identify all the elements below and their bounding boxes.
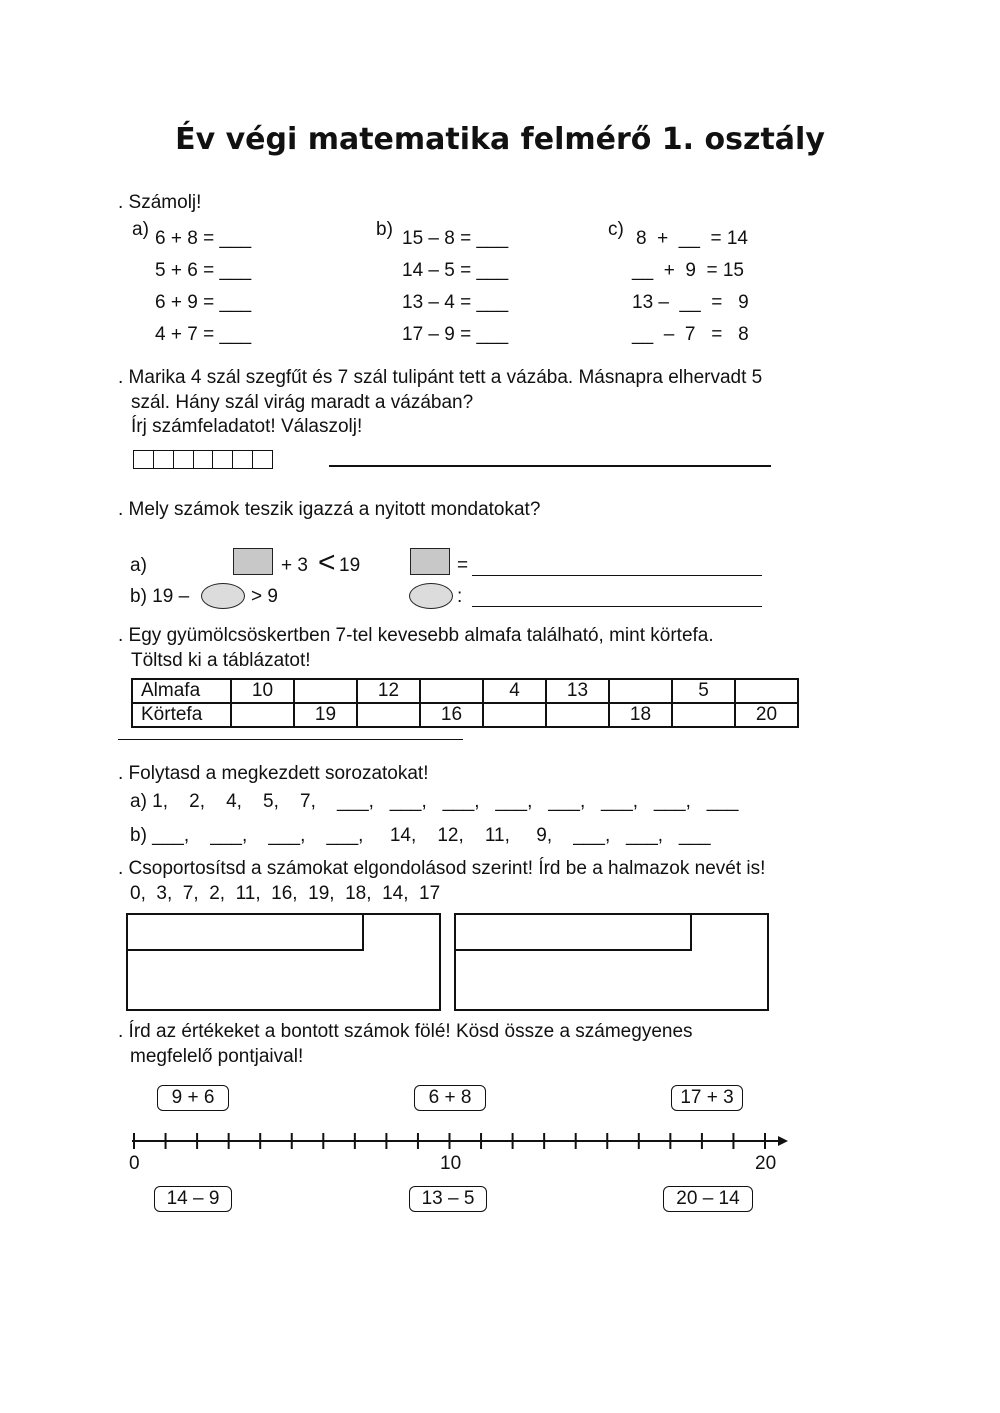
task1-c-row[interactable]: __ – 7 = 8 [632, 324, 749, 345]
table-row [132, 703, 798, 727]
set-name-label-right[interactable] [456, 915, 692, 951]
task4-text: . Egy gyümölcsöskertben 7-tel kevesebb almafa található, mint körtefa. [118, 625, 714, 646]
task1-b-row[interactable]: 13 – 4 = ___ [402, 292, 509, 313]
arrow-icon [778, 1136, 788, 1146]
set-box-left[interactable] [126, 913, 441, 1011]
table-row-header: Almafa [132, 679, 231, 703]
task1-col-c-label: c) [608, 219, 624, 240]
task1-b-row[interactable]: 15 – 8 = ___ [402, 228, 509, 249]
table-cell[interactable]: 19 [294, 703, 357, 727]
expression-chip[interactable]: 13 – 5 [409, 1186, 487, 1212]
task2-answer-grid[interactable] [133, 450, 273, 469]
task3-a-answer-line[interactable] [472, 575, 762, 576]
task1-col-a-label: a) [132, 219, 149, 240]
task1-col-b-label: b) [376, 219, 393, 240]
task4-text: Töltsd ki a táblázatot! [131, 650, 311, 671]
oval-placeholder-icon [409, 583, 453, 609]
task3-b-answer-line[interactable] [472, 606, 762, 607]
table-cell[interactable] [609, 679, 672, 703]
axis-label: 0 [129, 1153, 140, 1174]
square-placeholder-icon [410, 548, 450, 575]
task3-b-right: > 9 [251, 586, 278, 607]
task3-a-label: a) [130, 555, 147, 576]
table-cell[interactable] [483, 703, 546, 727]
square-placeholder-icon[interactable] [233, 548, 273, 575]
task3-a-expr: + 3 [281, 555, 308, 576]
table-cell[interactable]: 13 [546, 679, 609, 703]
expression-chip[interactable]: 9 + 6 [157, 1085, 229, 1111]
table-cell[interactable] [357, 703, 420, 727]
task3-b-answer: : [457, 586, 463, 607]
table-cell[interactable]: 12 [357, 679, 420, 703]
table-cell[interactable]: 16 [420, 703, 483, 727]
task1-a-row[interactable]: 4 + 7 = ___ [155, 324, 252, 345]
table-cell[interactable]: 20 [735, 703, 798, 727]
task3-a-num: 19 [339, 555, 361, 576]
table-cell[interactable] [735, 679, 798, 703]
set-name-label-left[interactable] [128, 915, 364, 951]
task2-text: Írj számfeladatot! Válaszolj! [131, 416, 363, 437]
task1-c-row[interactable]: 8 + __ = 14 [636, 228, 748, 249]
task1-a-row[interactable]: 5 + 6 = ___ [155, 260, 252, 281]
table-row [132, 679, 798, 703]
task7-text: megfelelő pontjaival! [130, 1046, 304, 1067]
task1-heading: . Számolj! [118, 192, 202, 213]
table-cell[interactable]: 4 [483, 679, 546, 703]
expression-chip[interactable]: 17 + 3 [671, 1085, 743, 1111]
task2-text: . Marika 4 szál szegfűt és 7 szál tulipánt tett a vázába. Másnapra elhervadt 5 [118, 367, 763, 388]
table-cell[interactable] [546, 703, 609, 727]
expression-chip[interactable]: 14 – 9 [154, 1186, 232, 1212]
sequence-row-b[interactable]: b) ___, ___, ___, ___, 14, 12, 11, 9, ___, ___, ___ [130, 825, 711, 846]
expression-chip[interactable]: 6 + 8 [414, 1085, 486, 1111]
task1-b-row[interactable]: 17 – 9 = ___ [402, 324, 509, 345]
sequence-row-a[interactable]: a) 1, 2, 4, 5, 7, ___, ___, ___, ___, ___, ___, ___, ___ [130, 791, 739, 812]
task1-c-row[interactable]: 13 – __ = 9 [632, 292, 749, 313]
task1-b-row[interactable]: 14 – 5 = ___ [402, 260, 509, 281]
divider [118, 739, 463, 740]
task2-answer-line[interactable] [329, 465, 771, 467]
axis-label: 10 [440, 1153, 462, 1174]
oval-placeholder-icon[interactable] [201, 583, 245, 609]
table-cell[interactable] [231, 703, 294, 727]
task3-heading: . Mely számok teszik igazzá a nyitott mondatokat? [118, 499, 541, 520]
task1-c-row[interactable]: __ + 9 = 15 [632, 260, 744, 281]
task6-numbers: 0, 3, 7, 2, 11, 16, 19, 18, 14, 17 [130, 883, 441, 904]
table-cell[interactable]: 10 [231, 679, 294, 703]
page-title: Év végi matematika felmérő 1. osztály [175, 122, 825, 157]
axis-label: 20 [755, 1153, 777, 1174]
expression-chip[interactable]: 20 – 14 [663, 1186, 753, 1212]
task2-text: szál. Hány szál virág maradt a vázában? [131, 392, 474, 413]
task5-heading: . Folytasd a megkezdett sorozatokat! [118, 763, 429, 784]
task1-a-row[interactable]: 6 + 9 = ___ [155, 292, 252, 313]
task6-heading: . Csoportosítsd a számokat elgondolásod szerint! Írd be a halmazok nevét is! [118, 858, 766, 879]
table-cell[interactable]: 5 [672, 679, 735, 703]
task7-text: . Írd az értékeket a bontott számok fölé! Kösd össze a számegyenes [118, 1021, 693, 1042]
set-box-right[interactable] [454, 913, 769, 1011]
task1-a-row[interactable]: 6 + 8 = ___ [155, 228, 252, 249]
task3-a-answer: = [457, 555, 469, 576]
less-than-sign: < [318, 546, 336, 579]
task3-b-left: b) 19 – [130, 586, 190, 607]
table-cell[interactable] [294, 679, 357, 703]
table-cell[interactable] [420, 679, 483, 703]
table-cell[interactable]: 18 [609, 703, 672, 727]
fruit-table [131, 678, 799, 728]
table-cell[interactable] [672, 703, 735, 727]
table-row-header: Körtefa [132, 703, 231, 727]
